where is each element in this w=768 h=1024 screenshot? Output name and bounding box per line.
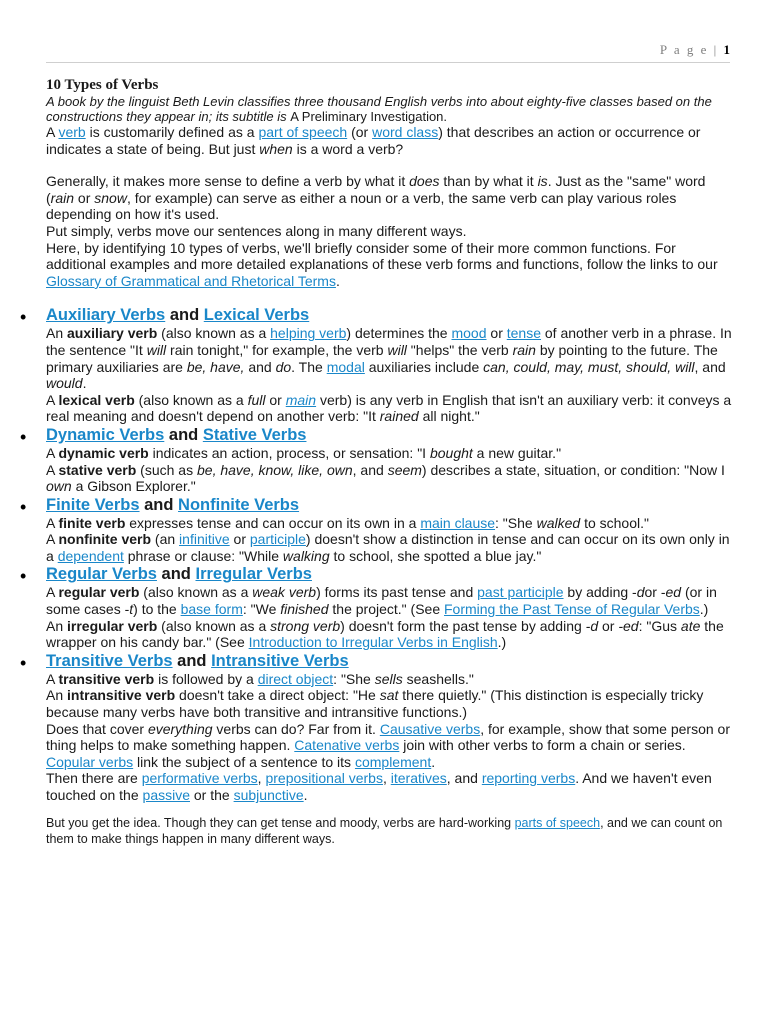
more-verbs-paragraph: Does that cover everything verbs can do? Far from it. Causative verbs, for example, show that some person or thing helps to make something happen. Catenative verbs join with other verbs to form a chain or series. Copular verbs link the subject of a sentence to its complement.	[46, 720, 731, 770]
page-number: 1	[723, 42, 730, 57]
link-nonfinite-verbs[interactable]: Nonfinite Verbs	[178, 495, 300, 514]
intro-paragraph-4: Here, by identifying 10 types of verbs, we'll briefly consider some of their more common functions. For additional examples and more detailed explanations of these verb forms and functions, follow the links to our Glossary of Grammatical and Rhetorical Terms.	[46, 239, 718, 289]
link-iteratives[interactable]: iteratives	[390, 770, 447, 787]
link-main-clause[interactable]: main clause	[420, 514, 496, 531]
intro-paragraph-3: Put simply, verbs move our sentences along in many different ways.	[46, 222, 467, 239]
irregular-verb-paragraph: An irregular verb (also known as a strong verb) doesn't form the past tense by adding -d or -ed: "Gus ate the wrapper on his candy bar." (See Introduction to Irregular Verbs in English.)	[46, 617, 724, 651]
dynamic-verb-paragraph: A dynamic verb indicates an action, process, or sensation: "I bought a new guitar."	[46, 444, 562, 461]
link-verb[interactable]: verb	[58, 124, 86, 140]
link-transitive-verbs[interactable]: Transitive Verbs	[46, 651, 173, 670]
link-tense[interactable]: tense	[506, 325, 541, 342]
subtitle-text: A book by the linguist Beth Levin classifies three thousand English verbs into about eighty-five classes based on the constructions they appear in; its subtitle is	[46, 94, 712, 124]
link-main[interactable]: main	[285, 391, 317, 408]
nonfinite-verb-paragraph: A nonfinite verb (an infinitive or participle) doesn't show a distinction in tense and can occur on its own only in a dependent phrase or clause: "While walking to school, she spotted a blue jay."	[46, 531, 730, 564]
link-copular-verbs[interactable]: Copular verbs	[46, 753, 134, 770]
regular-verb-paragraph: A regular verb (also known as a weak verb) forms its past tense and past participle by adding -dor -ed (or in some cases -t) to the base form: "We finished the project." (See Forming the Past Tense of Regular Verbs.)	[46, 584, 717, 618]
link-glossary[interactable]: Glossary of Grammatical and Rhetorical Terms	[46, 272, 336, 289]
link-irregular-intro[interactable]: Introduction to Irregular Verbs in English	[248, 634, 498, 651]
link-dependent[interactable]: dependent	[57, 547, 124, 564]
link-reporting-verbs[interactable]: reporting verbs	[481, 770, 576, 787]
link-helping-verb[interactable]: helping verb	[270, 325, 347, 342]
link-lexical-verbs[interactable]: Lexical Verbs	[203, 306, 310, 325]
section-title: • Dynamic Verbs and Stative Verbs	[46, 425, 307, 444]
section-title: • Regular Verbs and Irregular Verbs	[46, 565, 312, 584]
page-label: P a g e |	[659, 42, 719, 57]
list-item-transitive-intransitive	[46, 651, 734, 804]
link-complement[interactable]: complement	[354, 753, 432, 770]
list-item-dynamic-stative	[46, 425, 734, 495]
verb-types-list	[46, 305, 734, 803]
link-causative-verbs[interactable]: Causative verbs	[379, 720, 481, 737]
intransitive-verb-paragraph: An intransitive verb doesn't take a direct object: "He sat there quietly." (This distinction is especially tricky because many verbs have both transitive and intransitive functions.)	[46, 687, 704, 721]
lexical-verb-paragraph: A lexical verb (also known as a full or main verb) is any verb in English that isn't an auxiliary verb: it conveys a real meaning and doesn't depend on another verb: "It rained all night."	[46, 391, 732, 425]
auxiliary-verb-paragraph: An auxiliary verb (also known as a helping verb) determines the mood or tense of another verb in a phrase. In the sentence "It will rain tonight," for example, the verb will "helps" the verb rain by pointing to the future. The primary auxiliaries are be, have, and do. The modal auxiliaries include can, could, may, must, should, will, and would.	[46, 325, 732, 392]
link-finite-verbs[interactable]: Finite Verbs	[46, 495, 140, 514]
link-performative-verbs[interactable]: performative verbs	[141, 770, 258, 787]
link-auxiliary-verbs[interactable]: Auxiliary Verbs	[46, 306, 166, 325]
document-body	[46, 76, 734, 848]
link-direct-object[interactable]: direct object	[257, 670, 334, 687]
link-regular-verbs[interactable]: Regular Verbs	[46, 565, 157, 584]
link-mood[interactable]: mood	[451, 325, 487, 342]
other-verbs-paragraph: Then there are performative verbs, prepositional verbs, iteratives, and reporting verbs. And we haven't even touched on the passive or the subjunctive.	[46, 770, 712, 803]
list-item-auxiliary-lexical	[46, 305, 734, 425]
link-irregular-verbs[interactable]: Irregular Verbs	[195, 565, 312, 584]
link-intransitive-verbs[interactable]: Intransitive Verbs	[211, 651, 349, 670]
link-prepositional-verbs[interactable]: prepositional verbs	[265, 770, 383, 787]
closing-paragraph: But you get the idea. Though they can get tense and moody, verbs are hard-working parts of speech, and we can count on them to make things happen in many different ways.	[46, 815, 723, 847]
link-modal[interactable]: modal	[326, 358, 365, 375]
list-item-finite-nonfinite	[46, 495, 734, 565]
list-item-regular-irregular	[46, 564, 734, 650]
intro-paragraph-1: A verb is customarily defined as a part of speech (or word class) that describes an action or occurrence or indicates a state of being. But just when is a word a verb?	[46, 124, 701, 157]
link-passive[interactable]: passive	[142, 787, 190, 803]
link-subjunctive[interactable]: subjunctive	[233, 787, 304, 803]
link-word-class[interactable]: word class	[372, 124, 439, 140]
link-past-participle[interactable]: past participle	[477, 584, 564, 601]
transitive-verb-paragraph: A transitive verb is followed by a direct object: "She sells seashells."	[46, 670, 474, 687]
subtitle	[46, 94, 734, 124]
link-catenative-verbs[interactable]: Catenative verbs	[294, 737, 400, 754]
intro-paragraph-2: Generally, it makes more sense to define a verb by what it does than by what it is. Just as the "same" word (rain or snow, for example) can serve as either a noun or a verb, the same verb can play various roles depending on how it's used.	[46, 173, 706, 223]
subtitle-book: A Preliminary Investigation.	[290, 109, 448, 124]
link-part-of-speech[interactable]: part of speech	[258, 124, 348, 140]
link-base-form[interactable]: base form	[180, 601, 243, 618]
link-parts-of-speech[interactable]: parts of speech	[514, 815, 601, 830]
section-title: • Auxiliary Verbs and Lexical Verbs	[46, 306, 310, 325]
link-forming-past-tense[interactable]: Forming the Past Tense of Regular Verbs	[444, 601, 700, 618]
section-title: • Finite Verbs and Nonfinite Verbs	[46, 495, 300, 514]
link-participle[interactable]: participle	[249, 531, 306, 548]
document-title: 10 Types of Verbs	[46, 77, 159, 93]
page-header	[46, 42, 730, 63]
link-stative-verbs[interactable]: Stative Verbs	[202, 425, 307, 444]
link-infinitive[interactable]: infinitive	[179, 531, 230, 548]
section-title: • Transitive Verbs and Intransitive Verbs	[46, 651, 349, 670]
link-dynamic-verbs[interactable]: Dynamic Verbs	[46, 425, 165, 444]
stative-verb-paragraph: A stative verb (such as be, have, know, like, own, and seem) describes a state, situation, or condition: "Now I own a Gibson Explorer."	[46, 461, 725, 495]
finite-verb-paragraph: A finite verb expresses tense and can occur on its own in a main clause: "She walked to school."	[46, 514, 649, 531]
